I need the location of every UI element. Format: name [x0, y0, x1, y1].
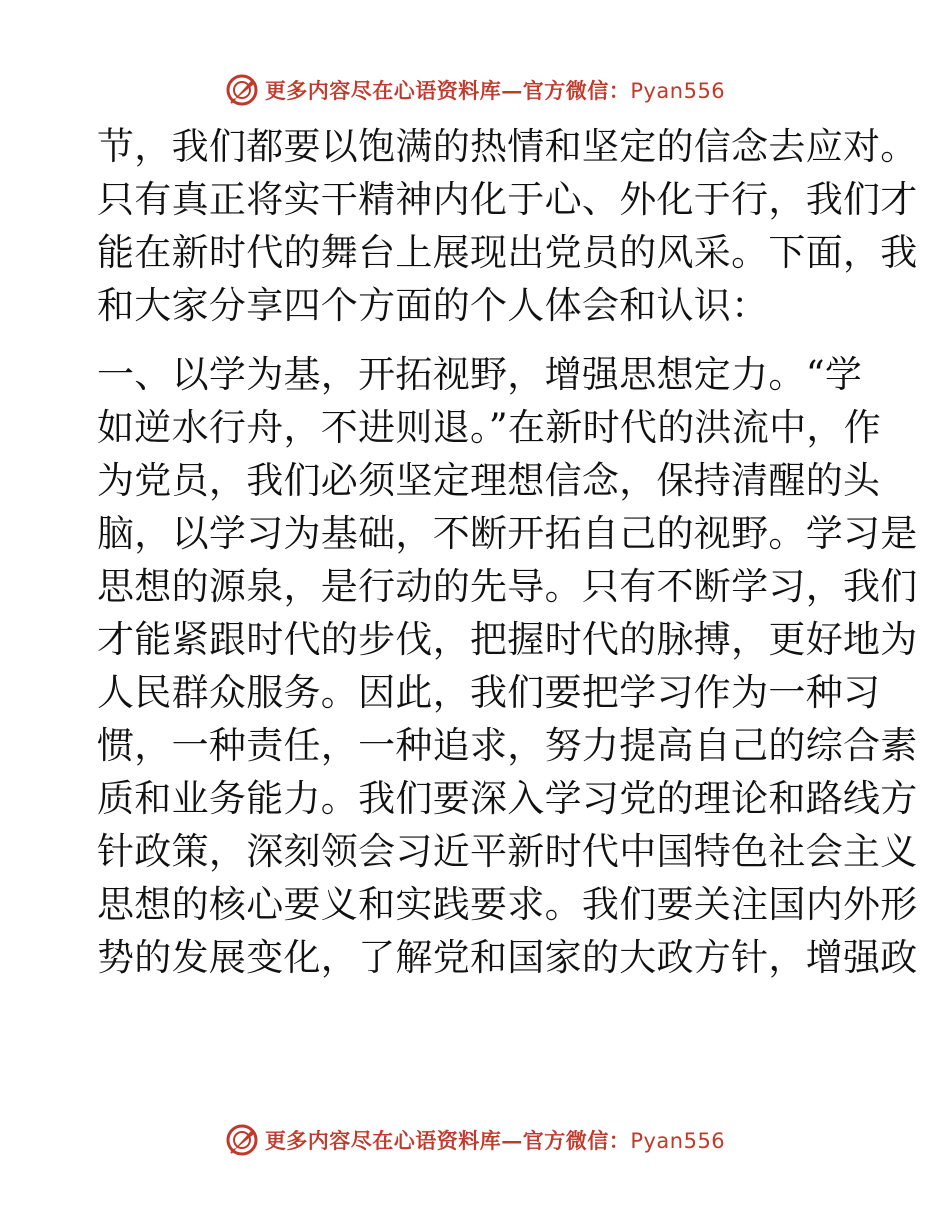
paragraph: [97, 348, 918, 984]
paragraph-gap: [97, 332, 857, 348]
watermark-text: 更多内容尽在心语资料库—官方微信：Pyan556: [264, 78, 726, 103]
text-line: 思想的源泉，是行动的先导。只有不断学习，我们: [97, 565, 918, 608]
text-line: 才能紧跟时代的步伐，把握时代的脉搏，更好地为: [97, 618, 918, 661]
watermark-account: Pyan556: [630, 1129, 726, 1153]
text-line: 一、以学为基，开拓视野，增强思想定力。“学: [97, 353, 863, 396]
text-line: 节，我们都要以饱满的热情和坚定的信念去应对。: [97, 125, 918, 168]
watermark-text: 更多内容尽在心语资料库—官方微信：Pyan556: [264, 1128, 726, 1153]
text-line: 质和业务能力。我们要深入学习党的理论和路线方: [97, 777, 918, 820]
text-line: 人民群众服务。因此，我们要把学习作为一种习: [97, 671, 881, 714]
document-body: [97, 120, 918, 984]
text-line: 为党员，我们必须坚定理想信念，保持清醒的头: [97, 459, 881, 502]
text-line: 和大家分享四个方面的个人体会和认识：: [97, 284, 769, 327]
header-watermark: [0, 70, 950, 110]
text-line: 针政策，深刻领会习近平新时代中国特色社会主义: [97, 830, 918, 873]
text-line: 能在新时代的舞台上展现出党员的风采。下面，我: [97, 231, 918, 274]
text-line: 如逆水行舟，不进则退。”在新时代的洪流中，作: [97, 406, 882, 449]
text-line: 势的发展变化，了解党和国家的大政方针，增强政: [97, 936, 918, 979]
text-line: 惯，一种责任，一种追求，努力提高自己的综合素: [97, 724, 918, 767]
text-line: 只有真正将实干精神内化于心、外化于行，我们才: [97, 178, 918, 221]
quill-logo-icon: [225, 73, 259, 107]
footer-watermark: [0, 1120, 950, 1160]
paragraph: [97, 120, 918, 332]
watermark-account: Pyan556: [630, 79, 726, 103]
text-line: 脑，以学习为基础，不断开拓自己的视野。学习是: [97, 512, 918, 555]
text-line: 思想的核心要义和实践要求。我们要关注国内外形: [97, 883, 918, 926]
quill-logo-icon: [225, 1123, 259, 1157]
